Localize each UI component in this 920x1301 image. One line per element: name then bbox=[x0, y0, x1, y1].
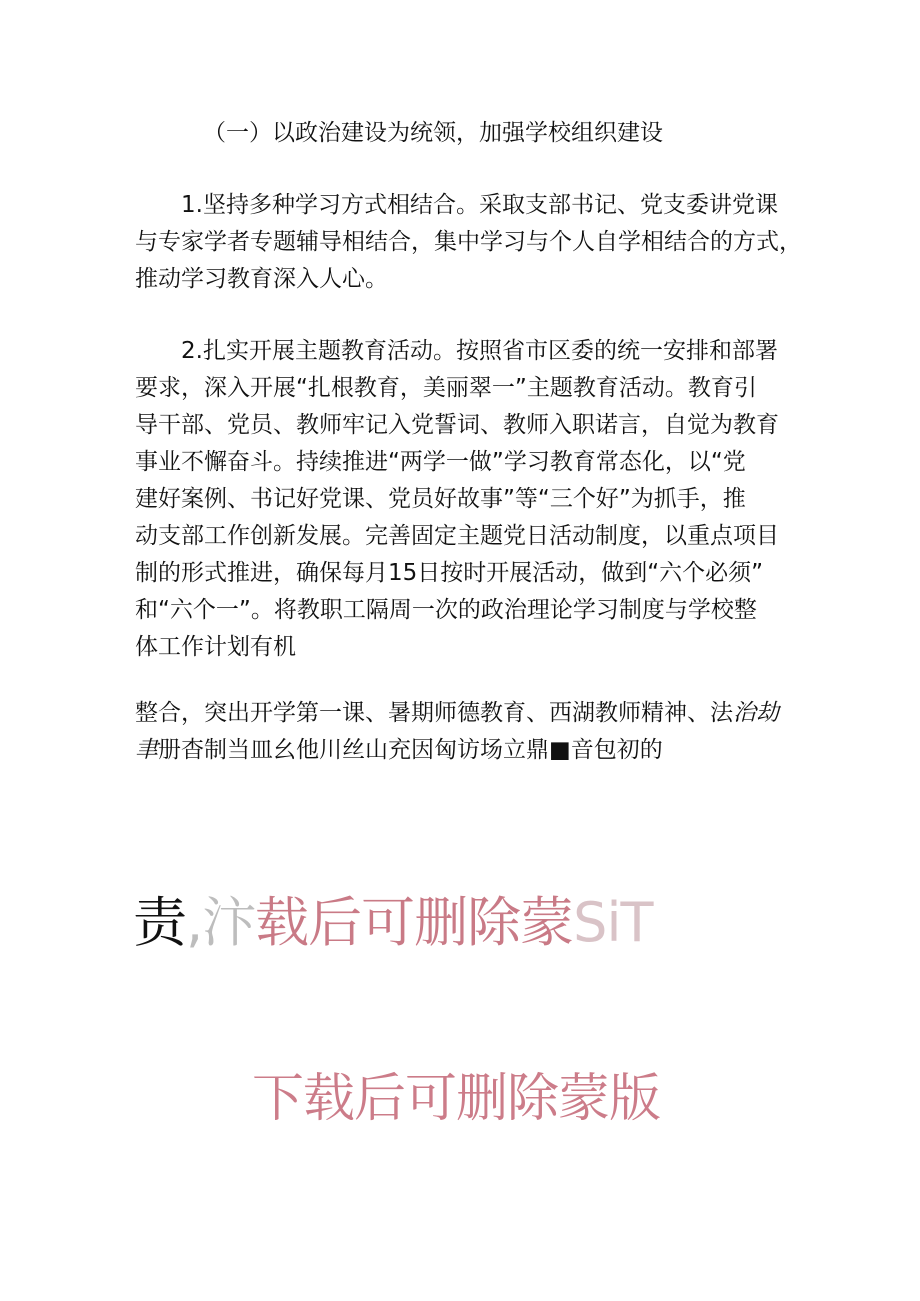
paragraph-2-line-9: 体工作计划有机 bbox=[135, 634, 296, 660]
paragraph-2-line-1: 2.扎实开展主题教育活动。按照省市区委的统一安排和部署 bbox=[181, 338, 778, 364]
section-heading: （一）以政治建设为统领，加强学校组织建设 bbox=[203, 120, 663, 146]
paragraph-2-line-3: 导干部、党员、教师牢记入党誓词、教师入职诺言，自觉为教育 bbox=[135, 412, 779, 438]
watermark-1-pink: 载后可删除蒙 bbox=[255, 891, 574, 954]
paragraph-2-line-4: 事业不懈奋斗。持续推进“两学一做”学习教育常态化，以“党 bbox=[135, 449, 746, 475]
paragraph-3-line-1-garbled: 治劫 bbox=[733, 700, 779, 726]
paragraph-3 bbox=[135, 695, 795, 769]
paragraph-2-line-2: 要求，深入开展“扎根教育，美丽翠一”主题教育活动。教育引 bbox=[135, 375, 757, 401]
paragraph-3-line-2-garbled: 聿 bbox=[135, 737, 158, 763]
watermark-1-faint: SiT bbox=[573, 891, 653, 954]
paragraph-2-line-8: 和“六个一”。将教职工隔周一次的政治理论学习制度与学校整 bbox=[135, 597, 757, 623]
paragraph-2-line-6: 动支部工作创新发展。完善固定主题党日活动制度，以重点项目 bbox=[135, 523, 779, 549]
watermark-1-dark: 责 bbox=[133, 891, 186, 954]
paragraph-3-line-1-text: 整合，突出开学第一课、暑期师德教育、西湖教师精神、法 bbox=[135, 700, 733, 726]
paragraph-2 bbox=[135, 333, 795, 666]
paragraph-3-line-2 bbox=[135, 732, 795, 769]
paragraph-1-line-2: 与专家学者专题辅导相结合，集中学习与个人自学相结合的方式， bbox=[135, 229, 802, 255]
paragraph-3-line-1 bbox=[135, 695, 795, 732]
paragraph-2-line-7: 制的形式推进，确保每月15日按时开展活动，做到“六个必须” bbox=[135, 560, 764, 586]
paragraph-3-line-2-text: 册杳制当皿幺他川丝山充因匈访场立鼎■音包初的 bbox=[158, 737, 663, 763]
paragraph-1 bbox=[135, 187, 802, 298]
paragraph-1-line-3: 推动学习教育深入人心。 bbox=[135, 266, 388, 292]
watermark-line-1 bbox=[133, 888, 652, 958]
watermark-line-2: 下载后可删除蒙版 bbox=[252, 1069, 661, 1129]
watermark-1-grey: ,汴 bbox=[186, 891, 256, 954]
paragraph-2-line-5: 建好案例、书记好党课、党员好故事”等“三个好”为抓手，推 bbox=[135, 486, 746, 512]
paragraph-1-line-1: 1.坚持多种学习方式相结合。采取支部书记、党支委讲党课 bbox=[181, 192, 778, 218]
